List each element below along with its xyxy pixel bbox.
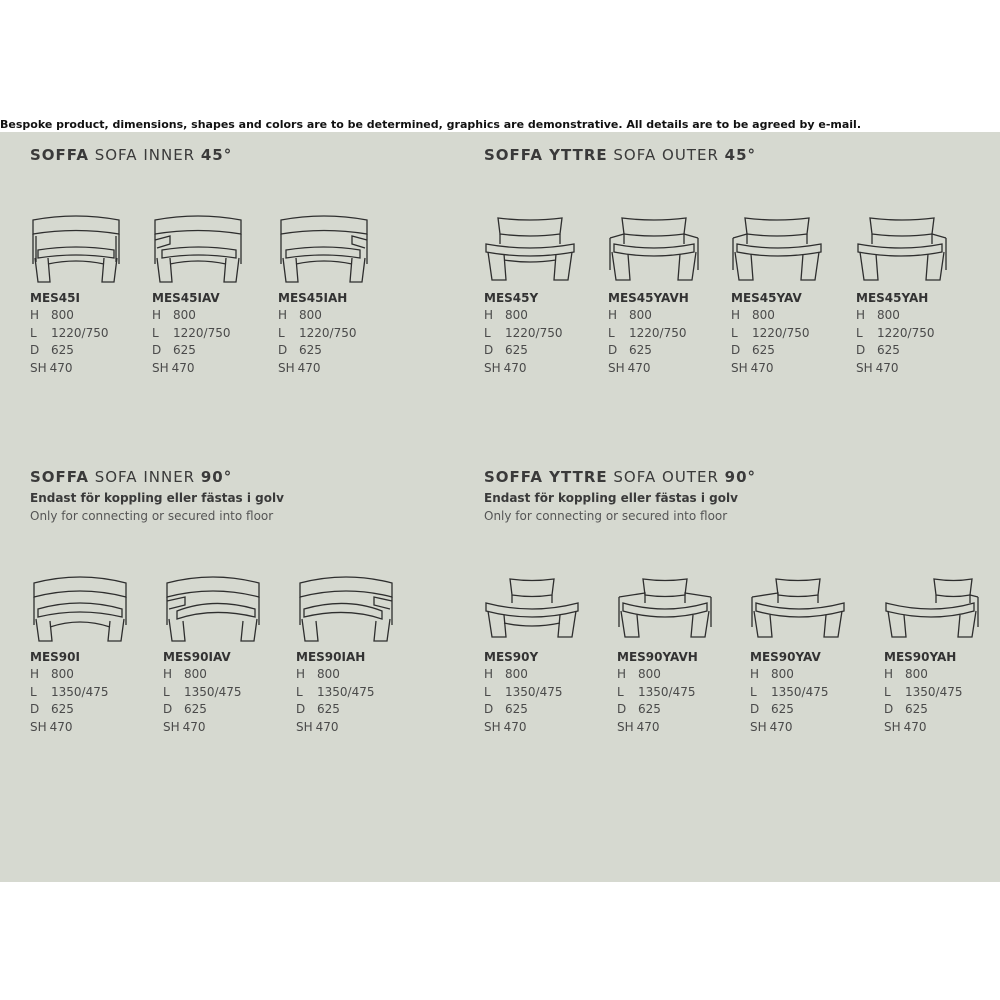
spec-label: SH [278, 360, 295, 375]
spec-label: SH [731, 360, 748, 375]
spec-value: 800 [505, 667, 528, 681]
spec-l [608, 325, 728, 343]
product-card [30, 214, 150, 377]
spec-l [856, 325, 976, 343]
spec-sh [30, 360, 150, 378]
spec-value: 800 [173, 308, 196, 322]
sofa-inner-45-drawing [30, 214, 122, 286]
spec-value: 625 [505, 702, 528, 716]
sofa-outer-90-both-armrests-drawing [617, 575, 713, 645]
disclaimer-text: Bespoke product, dimensions, shapes and colors are to be determined, graphics are demonstrative. All details are to be agreed by e-mail. [0, 118, 862, 131]
spec-value: 470 [503, 360, 527, 375]
spec-l [296, 684, 416, 702]
subtitle-en: Only for connecting or secured into floor [484, 509, 728, 523]
product-card [884, 575, 1000, 736]
spec-l [484, 684, 604, 702]
spec-value: 1220/750 [877, 325, 935, 340]
spec-value: 1350/475 [505, 684, 563, 699]
spec-value: 800 [184, 667, 207, 681]
spec-label: D [750, 702, 760, 716]
spec-h [30, 666, 150, 684]
spec-label: SH [30, 360, 47, 375]
spec-label: L [856, 325, 863, 340]
spec-d [484, 342, 604, 360]
spec-d [152, 342, 272, 360]
spec-label: D [296, 702, 306, 716]
spec-label: H [484, 308, 494, 322]
spec-value: 1220/750 [51, 325, 109, 340]
spec-label: SH [608, 360, 625, 375]
spec-label: H [30, 308, 40, 322]
spec-value: 625 [173, 343, 196, 357]
title-light: SOFA INNER [94, 468, 196, 486]
product-code: MES45IAV [152, 291, 220, 305]
product-code: MES90IAV [163, 650, 231, 664]
sofa-inner-45-armrest-left-drawing [152, 214, 244, 286]
sofa-inner-45-armrest-right-drawing [278, 214, 370, 286]
spec-value: 470 [315, 719, 339, 734]
title-light: SOFA OUTER [613, 146, 719, 164]
spec-label: D [484, 343, 494, 357]
spec-value: 625 [752, 343, 775, 357]
spec-h [617, 666, 737, 684]
spec-d [750, 701, 870, 719]
spec-value: 1350/475 [905, 684, 963, 699]
subtitle-sv: Endast för koppling eller fästas i golv [484, 491, 738, 505]
spec-l [152, 325, 272, 343]
spec-d [731, 342, 851, 360]
spec-label: SH [30, 719, 47, 734]
spec-label: H [30, 667, 40, 681]
spec-sh [296, 719, 416, 737]
product-code: MES90YAV [750, 650, 821, 664]
product-code: MES45YAV [731, 291, 802, 305]
spec-l [30, 684, 150, 702]
subtitle-sv: Endast för koppling eller fästas i golv [30, 491, 284, 505]
product-code: MES90I [30, 650, 80, 664]
product-card [152, 214, 272, 377]
spec-label: SH [884, 719, 901, 734]
spec-h [278, 307, 398, 325]
spec-label: L [884, 684, 891, 699]
spec-sh [608, 360, 728, 378]
spec-d [278, 342, 398, 360]
spec-value: 800 [505, 308, 528, 322]
spec-value: 1220/750 [629, 325, 687, 340]
spec-value: 800 [629, 308, 652, 322]
spec-label: H [296, 667, 306, 681]
spec-label: L [163, 684, 170, 699]
spec-l [731, 325, 851, 343]
product-code: MES45YAH [856, 291, 929, 305]
spec-label: H [484, 667, 494, 681]
spec-h [731, 307, 851, 325]
product-card [856, 214, 976, 377]
spec-value: 625 [877, 343, 900, 357]
product-code: MES90Y [484, 650, 539, 664]
title-light: SOFA OUTER [613, 468, 719, 486]
spec-value: 625 [317, 702, 340, 716]
spec-value: 470 [297, 360, 321, 375]
spec-value: 470 [49, 360, 73, 375]
spec-label: L [617, 684, 624, 699]
product-card [750, 575, 870, 736]
spec-value: 1350/475 [184, 684, 242, 699]
spec-label: L [30, 325, 37, 340]
spec-sh [278, 360, 398, 378]
spec-label: SH [484, 360, 501, 375]
spec-d [608, 342, 728, 360]
product-card [484, 575, 604, 736]
spec-label: L [296, 684, 303, 699]
title-bold: SOFFA YTTRE [484, 146, 608, 164]
spec-label: D [278, 343, 288, 357]
title-light: SOFA INNER [94, 146, 196, 164]
sofa-outer-90-armrest-right-drawing [884, 575, 980, 645]
spec-label: D [731, 343, 741, 357]
spec-value: 625 [505, 343, 528, 357]
spec-label: SH [617, 719, 634, 734]
spec-h [296, 666, 416, 684]
spec-label: L [608, 325, 615, 340]
spec-d [856, 342, 976, 360]
spec-label: L [152, 325, 159, 340]
sofa-outer-90-drawing [484, 575, 580, 645]
product-card [617, 575, 737, 736]
sofa-inner-90-drawing [30, 575, 130, 645]
sofa-inner-90-armrest-left-drawing [163, 575, 263, 645]
spec-value: 470 [636, 719, 660, 734]
sofa-outer-45-drawing [484, 214, 576, 286]
sofa-outer-45-armrest-left-drawing [731, 214, 823, 286]
spec-value: 625 [905, 702, 928, 716]
spec-label: L [278, 325, 285, 340]
spec-label: H [278, 308, 288, 322]
sofa-outer-90-armrest-left-drawing [750, 575, 846, 645]
spec-l [884, 684, 1000, 702]
spec-label: D [856, 343, 866, 357]
spec-label: L [750, 684, 757, 699]
spec-h [163, 666, 283, 684]
spec-label: D [30, 343, 40, 357]
spec-label: H [163, 667, 173, 681]
spec-label: D [608, 343, 618, 357]
sofa-inner-90-armrest-right-drawing [296, 575, 396, 645]
spec-d [617, 701, 737, 719]
spec-value: 1220/750 [505, 325, 563, 340]
product-card [163, 575, 283, 736]
section-title-inner-90 [30, 468, 232, 486]
spec-label: D [30, 702, 40, 716]
title-bold: SOFFA YTTRE [484, 468, 608, 486]
catalog-panel [0, 132, 1000, 882]
spec-l [617, 684, 737, 702]
spec-label: H [617, 667, 627, 681]
product-code: MES90IAH [296, 650, 366, 664]
spec-label: L [484, 325, 491, 340]
product-code: MES90YAH [884, 650, 957, 664]
spec-value: 625 [51, 702, 74, 716]
spec-label: L [30, 684, 37, 699]
spec-sh [856, 360, 976, 378]
spec-value: 625 [184, 702, 207, 716]
spec-value: 800 [905, 667, 928, 681]
spec-label: D [152, 343, 162, 357]
spec-label: D [884, 702, 894, 716]
spec-h [30, 307, 150, 325]
spec-label: H [608, 308, 618, 322]
title-angle: 45° [200, 146, 233, 164]
spec-value: 470 [769, 719, 793, 734]
sofa-outer-45-both-armrests-drawing [608, 214, 700, 286]
section-title-inner-45 [30, 146, 232, 164]
title-angle: 90° [200, 468, 233, 486]
spec-d [296, 701, 416, 719]
spec-value: 1350/475 [317, 684, 375, 699]
title-bold: SOFFA [30, 468, 89, 486]
spec-l [750, 684, 870, 702]
spec-value: 800 [771, 667, 794, 681]
product-code: MES45Y [484, 291, 539, 305]
spec-value: 1350/475 [638, 684, 696, 699]
product-card [278, 214, 398, 377]
spec-value: 625 [299, 343, 322, 357]
spec-value: 625 [638, 702, 661, 716]
spec-value: 800 [638, 667, 661, 681]
spec-value: 800 [317, 667, 340, 681]
spec-sh [484, 719, 604, 737]
spec-value: 800 [752, 308, 775, 322]
spec-sh [617, 719, 737, 737]
spec-value: 470 [875, 360, 899, 375]
spec-label: D [617, 702, 627, 716]
spec-value: 1220/750 [752, 325, 810, 340]
spec-value: 470 [49, 719, 73, 734]
product-code: MES90YAVH [617, 650, 698, 664]
spec-h [484, 666, 604, 684]
title-angle: 90° [724, 468, 757, 486]
spec-value: 1220/750 [173, 325, 231, 340]
product-card [608, 214, 728, 377]
spec-value: 470 [503, 719, 527, 734]
spec-label: D [484, 702, 494, 716]
spec-l [484, 325, 604, 343]
product-code: MES45YAVH [608, 291, 689, 305]
product-card [484, 214, 604, 377]
spec-d [30, 701, 150, 719]
spec-value: 470 [171, 360, 195, 375]
spec-l [163, 684, 283, 702]
spec-h [856, 307, 976, 325]
spec-sh [30, 719, 150, 737]
product-code: MES45IAH [278, 291, 348, 305]
product-card [731, 214, 851, 377]
spec-h [750, 666, 870, 684]
spec-sh [884, 719, 1000, 737]
spec-d [163, 701, 283, 719]
spec-value: 800 [51, 667, 74, 681]
spec-value: 1350/475 [771, 684, 829, 699]
spec-h [152, 307, 272, 325]
spec-value: 470 [182, 719, 206, 734]
spec-label: SH [484, 719, 501, 734]
spec-sh [750, 719, 870, 737]
spec-label: H [152, 308, 162, 322]
spec-h [884, 666, 1000, 684]
spec-l [30, 325, 150, 343]
spec-value: 1220/750 [299, 325, 357, 340]
spec-label: H [856, 308, 866, 322]
spec-sh [163, 719, 283, 737]
spec-label: SH [296, 719, 313, 734]
spec-value: 470 [750, 360, 774, 375]
spec-label: SH [750, 719, 767, 734]
title-bold: SOFFA [30, 146, 89, 164]
spec-d [30, 342, 150, 360]
spec-value: 625 [51, 343, 74, 357]
spec-label: SH [163, 719, 180, 734]
spec-label: H [731, 308, 741, 322]
spec-l [278, 325, 398, 343]
section-title-outer-90 [484, 468, 756, 486]
product-card [30, 575, 150, 736]
spec-value: 1350/475 [51, 684, 109, 699]
spec-sh [152, 360, 272, 378]
spec-label: D [163, 702, 173, 716]
spec-label: SH [152, 360, 169, 375]
spec-value: 625 [771, 702, 794, 716]
spec-label: L [484, 684, 491, 699]
spec-value: 800 [299, 308, 322, 322]
spec-value: 470 [627, 360, 651, 375]
spec-label: SH [856, 360, 873, 375]
spec-label: H [884, 667, 894, 681]
spec-h [608, 307, 728, 325]
spec-d [484, 701, 604, 719]
spec-d [884, 701, 1000, 719]
product-code: MES45I [30, 291, 80, 305]
spec-sh [731, 360, 851, 378]
spec-label: L [731, 325, 738, 340]
spec-value: 800 [877, 308, 900, 322]
title-angle: 45° [724, 146, 757, 164]
subtitle-en: Only for connecting or secured into floor [30, 509, 274, 523]
spec-value: 625 [629, 343, 652, 357]
spec-sh [484, 360, 604, 378]
section-title-outer-45 [484, 146, 756, 164]
product-card [296, 575, 416, 736]
sofa-outer-45-armrest-right-drawing [856, 214, 948, 286]
spec-value: 470 [903, 719, 927, 734]
spec-value: 800 [51, 308, 74, 322]
spec-label: H [750, 667, 760, 681]
spec-h [484, 307, 604, 325]
